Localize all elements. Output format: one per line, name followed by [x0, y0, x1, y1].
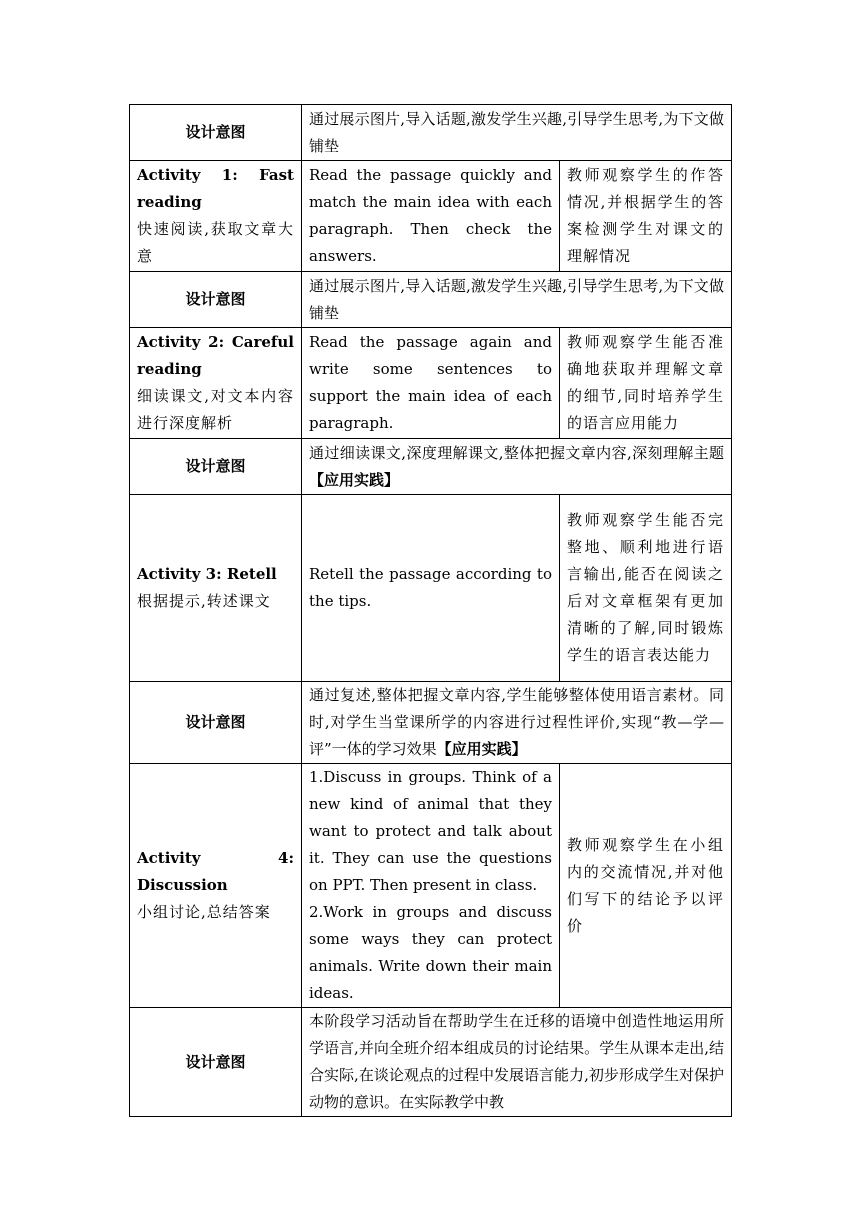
design-intent-row [130, 682, 732, 764]
activity-task-line: 1.Discuss in groups. Think of a new kind of animal that they want to protect and talk about it. They can use the questions on PPT. Then present in class. [309, 768, 552, 894]
activity-task: Retell the passage according to the tips. [302, 495, 560, 682]
activity-title: Activity 4: Discussion [137, 849, 294, 894]
activity-cell [130, 161, 302, 272]
activity-cell [130, 328, 302, 439]
activity-row [130, 495, 732, 682]
activity-subtitle: 快速阅读,获取文章大意 [137, 220, 294, 265]
activity-row [130, 161, 732, 272]
activity-subtitle: 细读课文,对文本内容进行深度解析 [137, 387, 294, 432]
activity-evaluation: 教师观察学生在小组内的交流情况,并对他们写下的结论予以评价 [560, 764, 732, 1008]
design-intent-row [130, 439, 732, 495]
design-intent-text: 通过复述,整体把握文章内容,学生能够整体使用语言素材。同时,对学生当堂课所学的内容进行过程性评价,实现“教—学—评”一体的学习效果【应用实践】 [302, 682, 732, 764]
design-intent-label: 设计意图 [130, 1008, 302, 1117]
activity-cell [130, 764, 302, 1008]
design-intent-row [130, 105, 732, 161]
activity-evaluation: 教师观察学生能否准确地获取并理解文章的细节,同时培养学生的语言应用能力 [560, 328, 732, 439]
activity-row [130, 328, 732, 439]
activity-subtitle: 小组讨论,总结答案 [137, 903, 271, 921]
design-intent-row [130, 1008, 732, 1117]
lesson-plan-table [129, 104, 732, 1117]
activity-task-line: 2.Work in groups and discuss some ways they can protect animals. Write down their main ideas. [309, 903, 552, 1002]
activity-title: Activity 1: Fast reading [137, 166, 294, 211]
activity-task: Read the passage again and write some sentences to support the main idea of each paragraph. [302, 328, 560, 439]
activity-title: Activity 3: Retell [137, 565, 277, 583]
activity-task [302, 764, 560, 1008]
design-intent-text: 通过细读课文,深度理解课文,整体把握文章内容,深刻理解主题【应用实践】 [302, 439, 732, 495]
design-intent-text: 通过展示图片,导入话题,激发学生兴趣,引导学生思考,为下文做铺垫 [302, 272, 732, 328]
design-intent-label: 设计意图 [130, 272, 302, 328]
design-intent-emphasis: 【应用实践】 [436, 740, 527, 758]
design-intent-emphasis: 【应用实践】 [309, 470, 400, 489]
activity-task: Read the passage quickly and match the main idea with each paragraph. Then check the answers. [302, 161, 560, 272]
activity-title: Activity 2: Careful reading [137, 333, 294, 378]
activity-cell [130, 495, 302, 682]
design-intent-label: 设计意图 [130, 439, 302, 495]
design-intent-row [130, 272, 732, 328]
design-intent-label: 设计意图 [130, 105, 302, 161]
activity-row [130, 764, 732, 1008]
activity-evaluation: 教师观察学生能否完整地、顺利地进行语言输出,能否在阅读之后对文章框架有更加清晰的了解,同时锻炼学生的语言表达能力 [560, 495, 732, 682]
activity-evaluation: 教师观察学生的作答情况,并根据学生的答案检测学生对课文的理解情况 [560, 161, 732, 272]
design-intent-text: 本阶段学习活动旨在帮助学生在迁移的语境中创造性地运用所学语言,并向全班介绍本组成员的讨论结果。学生从课本走出,结合实际,在谈论观点的过程中发展语言能力,初步形成学生对保护动物的意识。在实际教学中教 [302, 1008, 732, 1117]
design-intent-text: 通过展示图片,导入话题,激发学生兴趣,引导学生思考,为下文做铺垫 [302, 105, 732, 161]
design-intent-label: 设计意图 [130, 682, 302, 764]
activity-subtitle: 根据提示,转述课文 [137, 592, 271, 610]
